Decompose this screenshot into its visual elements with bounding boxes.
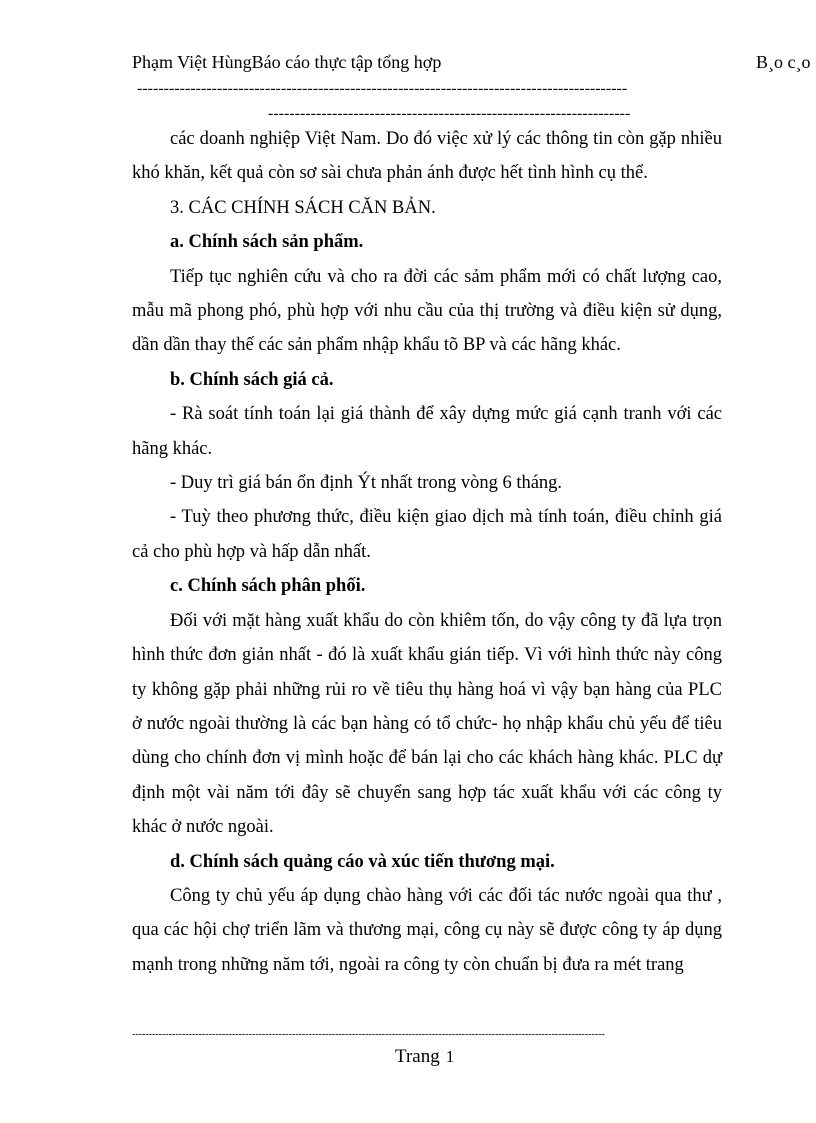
page-footer (395, 1046, 454, 1068)
header-title: Phạm Việt HùngBáo cáo thực tập tổng hợp (132, 52, 442, 72)
page-label: Trang (395, 1046, 440, 1067)
footer-rule: ---------------------------------------------------------------------------------------------------------------------------------------------- (132, 1030, 605, 1040)
header-rule-top: -------------------------------------------------------------------------------------------- (137, 81, 628, 97)
subheading-product-policy: a. Chính sách sản phẩm. (170, 232, 364, 253)
list-item-price-1: - Rà soát tính toán lại giá thành để xây dựng mức giá cạnh tranh với các hãng khác. (132, 404, 722, 459)
paragraph-distribution-policy: Đối với mặt hàng xuất khẩu do còn khiêm tốn, do vậy công ty đã lựa trọn hình thức đơn giản nhất - đó là xuất khẩu gián tiếp. Vì với hình thức này công ty không gặp phải những rủi ro về tiêu thụ hàng hoá vì vậy bạn hàng của PLC ở nước ngoài thường là các bạn hàng có tổ chức- họ nhập khẩu chủ yếu để tiêu dùng cho chính đơn vị mình hoặc để bán lại cho các khách hàng khác. PLC dự định một vài năm tới đây sẽ chuyển sang hợp tác xuất khẩu với các công ty khác ở nước ngoài. (132, 610, 722, 838)
header-right-label: B¸o c¸o (756, 52, 811, 72)
header-rule-bottom: -------------------------------------------------------------------- (268, 106, 631, 122)
subheading-promotion-policy: d. Chính sách quảng cáo và xúc tiến thương mại. (170, 851, 555, 872)
subheading-distribution-policy: c. Chính sách phân phối. (170, 576, 366, 597)
list-item-price-3: - Tuỳ theo phương thức, điều kiện giao dịch mà tính toán, điều chỉnh giá cả cho phù hợp và hấp dẫn nhất. (132, 507, 722, 562)
section-heading: 3. CÁC CHÍNH SÁCH CĂN BẢN. (170, 197, 436, 218)
page-number: 1 (445, 1047, 455, 1066)
paragraph-promotion-policy: Công ty chủ yếu áp dụng chào hàng với các đối tác nước ngoài qua thư , qua các hội chợ triển lãm và thương mại, công cụ này sẽ được công ty áp dụng mạnh trong những năm tới, ngoài ra công ty còn chuẩn bị đưa ra mét trang (132, 885, 722, 975)
paragraph-intro: các doanh nghiệp Việt Nam. Do đó việc xử lý các thông tin còn gặp nhiều khó khăn, kết quả còn sơ sài chưa phản ánh được hết tình hình cụ thể. (132, 129, 722, 184)
list-item-price-2: - Duy trì giá bán ổn định Ýt nhất trong vòng 6 tháng. (170, 473, 563, 494)
subheading-price-policy: b. Chính sách giá cả. (170, 369, 334, 390)
document-body (132, 122, 722, 982)
paragraph-product-policy: Tiếp tục nghiên cứu và cho ra đời các sảm phẩm mới có chất lượng cao, mẫu mã phong phó, phù hợp với nhu cầu của thị trường và điều kiện sử dụng, dần dần thay thế các sản phẩm nhập khẩu tõ BP và các hãng khác. (132, 266, 722, 356)
